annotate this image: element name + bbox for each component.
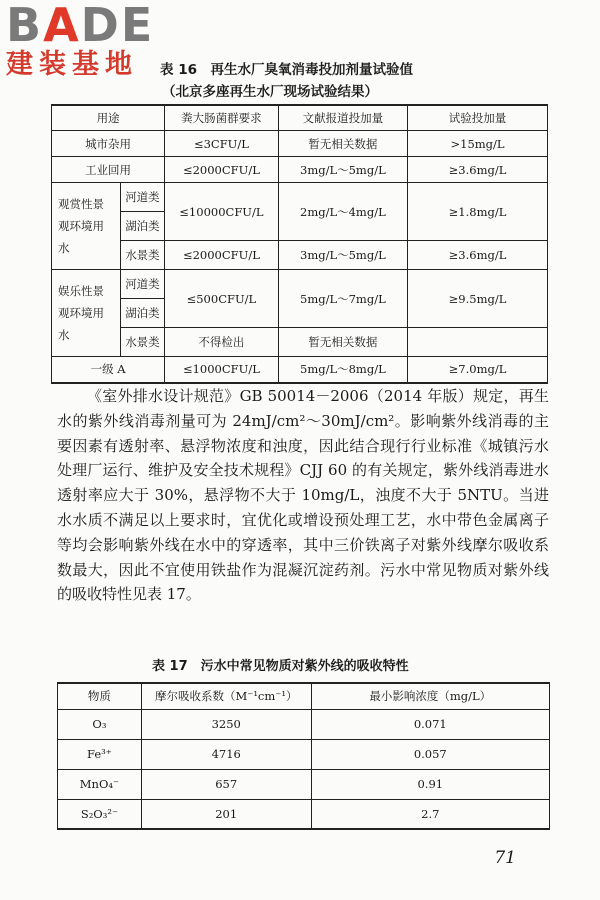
cell-use: 一级 A: [52, 357, 165, 383]
logo-chinese: 建装基地: [6, 49, 138, 80]
header-literature-dose: 文献报道投加量: [278, 105, 407, 131]
cell-req: ≤3CFU/L: [165, 131, 279, 157]
table17-caption: 表 17 污水中常见物质对紫外线的吸收特性: [152, 659, 409, 674]
cell-conc: 2.7: [311, 799, 549, 829]
cell-substance: Fe³⁺: [58, 739, 142, 769]
cell-subtype: 湖泊类: [120, 212, 164, 241]
cell-conc: 0.071: [311, 709, 549, 739]
table16-caption: 表 16 再生水厂臭氧消毒投加剂量试验值: [160, 62, 413, 78]
cell-subtype: 河道类: [120, 270, 164, 299]
header-use: 用途: [52, 105, 165, 131]
cell-test: ≥7.0mg/L: [408, 357, 548, 383]
cell-subtype: 湖泊类: [120, 299, 164, 328]
cell-use-group: 娱乐性景观环境用水: [52, 270, 121, 357]
cell-req: ≤2000CFU/L: [165, 157, 279, 183]
cell-lit: 5mg/L～7mg/L: [278, 270, 407, 328]
cell-req: ≤500CFU/L: [165, 270, 279, 328]
table-row: [52, 270, 548, 299]
table-row: [58, 739, 550, 769]
table-row: [58, 799, 550, 829]
cell-coef: 3250: [141, 709, 311, 739]
table16: [51, 104, 548, 384]
table-row: [52, 241, 548, 270]
page-number: 71: [494, 848, 516, 868]
body-paragraph: [57, 384, 549, 607]
table-row: [58, 709, 550, 739]
logo-letter-b: B: [6, 0, 44, 52]
cell-req: ≤10000CFU/L: [165, 183, 279, 241]
table-row: [52, 357, 548, 383]
cell-subtype: 水景类: [120, 241, 164, 270]
logo-letters-de: DE: [80, 0, 155, 52]
logo-letter-a: A: [43, 0, 81, 52]
cell-test: ≥1.8mg/L: [408, 183, 548, 241]
cell-substance: S₂O₃²⁻: [58, 799, 142, 829]
cell-conc: 0.91: [311, 769, 549, 799]
cell-substance: MnO₄⁻: [58, 769, 142, 799]
table16-subcaption: （北京多座再生水厂现场试验结果）: [162, 84, 378, 100]
cell-substance: O₃: [58, 709, 142, 739]
paragraph-text: 《室外排水设计规范》GB 50014－2006（2014 年版）规定，再生水的紫外线消毒剂量可为 24mJ/cm²～30mJ/cm²。影响紫外线消毒的主要因素有透射率、悬浮物浓度和浊度，因此结合现行行业标准《城镇污水处理厂运行、维护及安全技术规程》CJJ 60 的有关规定，紫外线消毒进水透射率应大于 30%，悬浮物不大于 10mg/L，浊度不大于 5NTU。当进水水质不满足以上要求时，宜优化或增设预处理工艺，水中带色金属离子等均会影响紫外线在水中的穿透率，其中三价铁离子对紫外线摩尔吸收系数最大，因此不宜使用铁盐作为混凝沉淀药剂。污水中常见物质对紫外线的吸收特性见表 17。: [57, 387, 549, 604]
header-substance: 物质: [58, 683, 142, 709]
table-row: [58, 769, 550, 799]
logo-latin: [6, 0, 176, 52]
cell-use: 工业回用: [52, 157, 165, 183]
cell-test: >15mg/L: [408, 131, 548, 157]
cell-subtype: 水景类: [120, 328, 164, 357]
cell-lit: 2mg/L～4mg/L: [278, 183, 407, 241]
cell-lit: 5mg/L～8mg/L: [278, 357, 407, 383]
cell-coef: 4716: [141, 739, 311, 769]
cell-subtype: 河道类: [120, 183, 164, 212]
cell-conc: 0.057: [311, 739, 549, 769]
table-row: [52, 131, 548, 157]
cell-test: ≥9.5mg/L: [408, 270, 548, 328]
table17: [57, 682, 550, 830]
cell-test: ≥3.6mg/L: [408, 241, 548, 270]
cell-req: 不得检出: [165, 328, 279, 357]
header-test-dose: 试验投加量: [408, 105, 548, 131]
cell-req: ≤2000CFU/L: [165, 241, 279, 270]
cell-lit: 暂无相关数据: [278, 328, 407, 357]
cell-use-group: 观赏性景观环境用水: [52, 183, 121, 270]
table17-header-row: [58, 683, 550, 709]
header-min-concentration: 最小影响浓度（mg/L）: [311, 683, 549, 709]
cell-coef: 201: [141, 799, 311, 829]
cell-test: ≥3.6mg/L: [408, 157, 548, 183]
table-row: [52, 157, 548, 183]
cell-coef: 657: [141, 769, 311, 799]
header-coefficient: 摩尔吸收系数（M⁻¹cm⁻¹）: [141, 683, 311, 709]
cell-lit: 3mg/L～5mg/L: [278, 157, 407, 183]
cell-lit: 3mg/L～5mg/L: [278, 241, 407, 270]
cell-lit: 暂无相关数据: [278, 131, 407, 157]
bade-logo: [6, 2, 176, 84]
table16-header-row: [52, 105, 548, 131]
header-requirement: 粪大肠菌群要求: [165, 105, 279, 131]
table-row: [52, 328, 548, 357]
cell-req: ≤1000CFU/L: [165, 357, 279, 383]
cell-test: [408, 328, 548, 357]
table-row: [52, 183, 548, 212]
cell-use: 城市杂用: [52, 131, 165, 157]
